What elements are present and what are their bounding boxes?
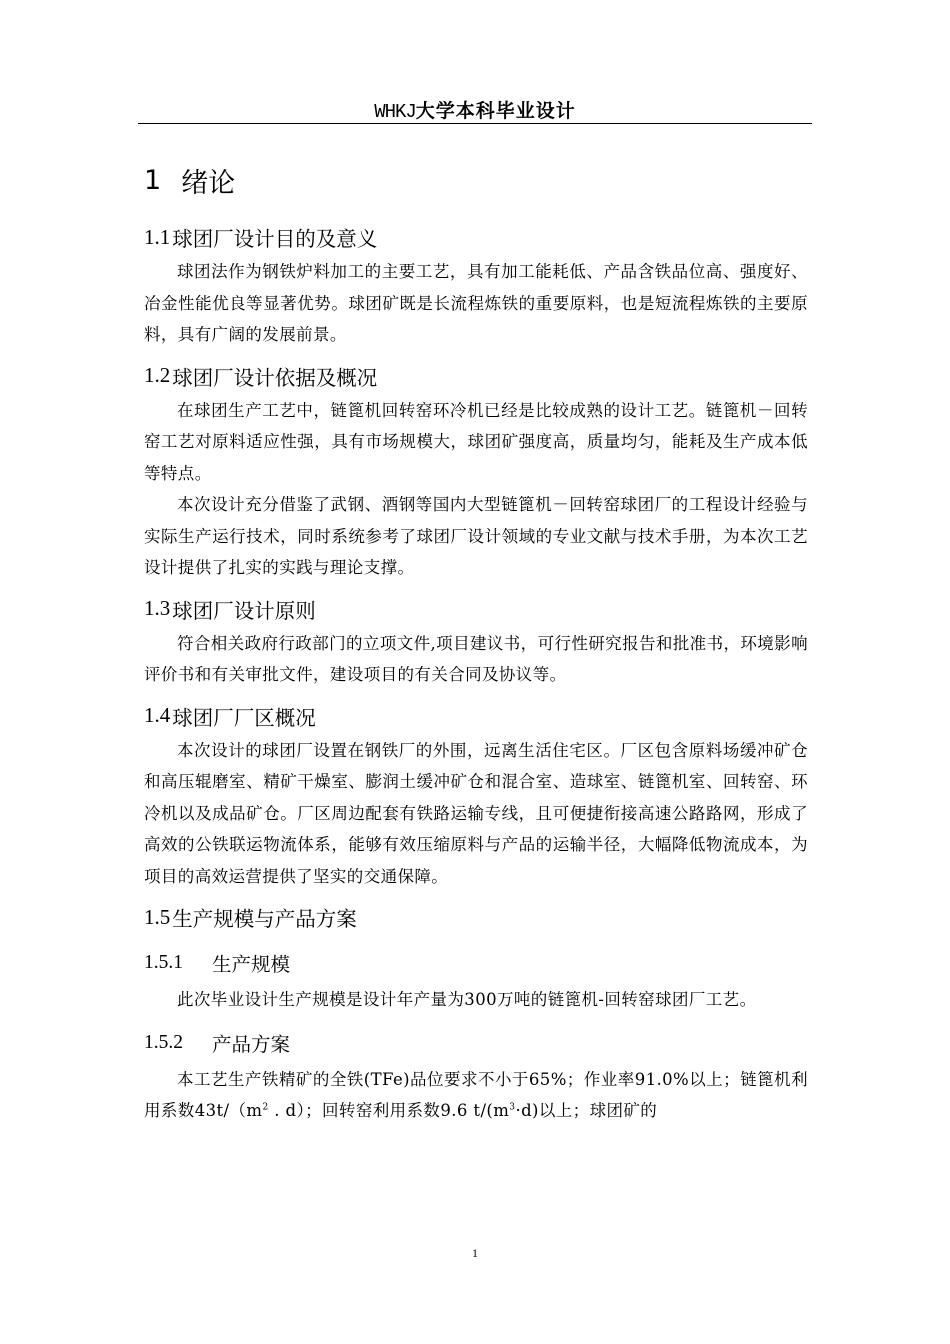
superscript-3: 3 [509, 1102, 516, 1113]
section-title: 球团厂厂区概况 [172, 705, 316, 730]
body-content [144, 160, 808, 1133]
section-number: 1.3 [144, 596, 171, 620]
section-heading-1-4 [144, 697, 808, 735]
running-header [138, 96, 812, 123]
paragraph: 此次毕业设计生产规模是设计年产量为300万吨的链篦机-回转窑球团厂工艺。 [177, 990, 757, 1009]
section-title: 球团厂设计原则 [172, 598, 316, 623]
header-latin-text: WHKJ [374, 101, 416, 123]
subsection-title: 产品方案 [212, 1032, 291, 1056]
subsection-number: 1.5.1 [144, 952, 183, 973]
paragraph-text: ·d)以上；球团矿的 [515, 1101, 658, 1120]
paragraph [144, 1064, 808, 1127]
chapter-title: 绪论 [181, 167, 236, 199]
header-cjk-text: 大学本科毕业设计 [415, 100, 576, 122]
section-number: 1.5 [144, 904, 171, 929]
chapter-heading [144, 160, 808, 200]
section-title: 生产规模与产品方案 [172, 907, 357, 931]
paragraph: 符合相关政府行政部门的立项文件,项目建议书，可行性研究报告和批准书，环境影响评价书和有关审批文件，建设项目的有关合同及协议等。 [144, 633, 808, 684]
paragraph-text: 本工艺生产铁精矿的全铁(TFe)品位要求不小于65%；作业率91.0%以上；链篦机利用系数43t/（m [144, 1069, 808, 1120]
subsection-title: 生产规模 [212, 953, 291, 976]
paragraph: 球团法作为钢铁炉料加工的主要工艺，具有加工能耗低、产品含铁品位高、强度好、冶金性能优良等显著优势。球团矿既是长流程炼铁的重要原料，也是短流程炼铁的主要原料，具有广阔的发展前景。 [144, 262, 808, 344]
section-heading-1-3 [144, 590, 808, 628]
page-number: 1 [472, 1246, 478, 1260]
section-heading-1-2 [144, 357, 808, 395]
superscript-2: 2 [262, 1102, 269, 1113]
paragraph: 本次设计充分借鉴了武钢、酒钢等国内大型链篦机－回转窑球团厂的工程设计经验与实际生产运行技术，同时系统参考了球团厂设计领域的专业文献与技术手册，为本次工艺设计提供了扎实的实践与理论支撑。 [144, 495, 808, 577]
subsection-heading-1-5-1 [144, 942, 808, 984]
subsection-heading-1-5-2 [144, 1022, 808, 1064]
section-title: 球团厂设计依据及概况 [172, 365, 378, 390]
header-rule [138, 123, 812, 124]
section-heading-1-5 [144, 898, 808, 936]
section-number: 1.2 [144, 363, 171, 387]
chapter-number: 1 [144, 164, 162, 196]
section-number: 1.4 [144, 703, 171, 727]
paragraph: 在球团生产工艺中，链篦机回转窑环冷机已经是比较成熟的设计工艺。链篦机－回转窑工艺对原料适应性强，具有市场规模大，球团矿强度高，质量均匀，能耗及生产成本低等特点。 [144, 400, 808, 483]
section-heading-1-1 [144, 218, 808, 256]
section-number: 1.1 [144, 224, 171, 249]
paragraph-text: . d）；回转窑利用系数9.6 t/(m [268, 1101, 510, 1120]
paragraph: 本次设计的球团厂设置在钢铁厂的外围，远离生活住宅区。厂区包含原料场缓冲矿仓和高压辊磨室、精矿干燥室、膨润土缓冲矿仓和混合室、造球室、链篦机室、回转窑、环冷机以及成品矿仓。厂区周边配套有铁路运输专线，且可便捷衔接高速公路路网，形成了高效的公铁联运物流体系，能够有效压缩原料与产品的运输半径，大幅降低物流成本，为项目的高效运营提供了坚实的交通保障。 [144, 740, 808, 886]
subsection-number: 1.5.2 [144, 1031, 183, 1053]
section-title: 球团厂设计目的及意义 [172, 227, 378, 251]
